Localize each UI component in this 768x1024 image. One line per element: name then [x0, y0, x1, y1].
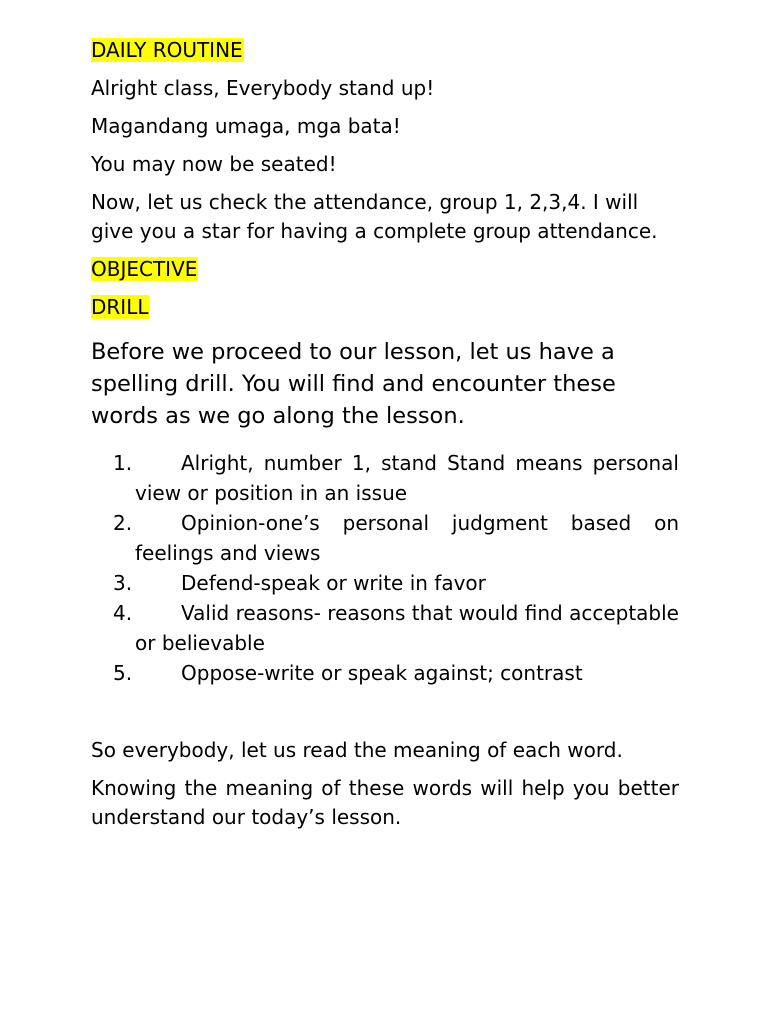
- list-item-number: 5.: [113, 661, 133, 685]
- list-item-number: 2.: [113, 511, 133, 535]
- list-item: [91, 658, 679, 688]
- routine-line-3: You may now be seated!: [91, 152, 337, 176]
- routine-line-1: Alright class, Everybody stand up!: [91, 76, 435, 100]
- drill-heading: [91, 293, 679, 322]
- daily-routine-heading-text: DAILY ROUTINE: [91, 38, 243, 62]
- closing-line-1: So everybody, let us read the meaning of each word.: [91, 738, 623, 762]
- list-item: [91, 568, 679, 598]
- routine-line-4: Now, let us check the attendance, group 1, 2,3,4. I will give you a star for having a complete group attendance.: [91, 190, 658, 243]
- list-item-number: 1.: [113, 451, 133, 475]
- list-item-text: Oppose-write or speak against; contrast: [181, 661, 583, 685]
- objective-heading: [91, 255, 679, 284]
- list-item-text: Defend-speak or write in favor: [181, 571, 486, 595]
- list-item: [91, 508, 679, 568]
- list-item: [91, 448, 679, 508]
- document-page: [91, 36, 679, 841]
- list-item-text: Opinion-one’s personal judgment based on feelings and views: [135, 511, 679, 565]
- closing-line-2: Knowing the meaning of these words will help you better understand our today’s lesson.: [91, 776, 679, 829]
- objective-heading-text: OBJECTIVE: [91, 257, 198, 281]
- list-item-text: Valid reasons- reasons that would find acceptable or believable: [135, 601, 679, 655]
- routine-line-2: Magandang umaga, mga bata!: [91, 114, 401, 138]
- drill-intro: Before we proceed to our lesson, let us have a spelling drill. You will find and encounter these words as we go along the lesson.: [91, 339, 616, 429]
- daily-routine-heading: [91, 36, 679, 65]
- list-item-number: 3.: [113, 571, 133, 595]
- list-item-number: 4.: [113, 601, 133, 625]
- drill-heading-text: DRILL: [91, 295, 149, 319]
- list-item: [91, 598, 679, 658]
- list-item-text: Alright, number 1, stand Stand means personal view or position in an issue: [135, 451, 679, 505]
- drill-word-list: [91, 448, 679, 688]
